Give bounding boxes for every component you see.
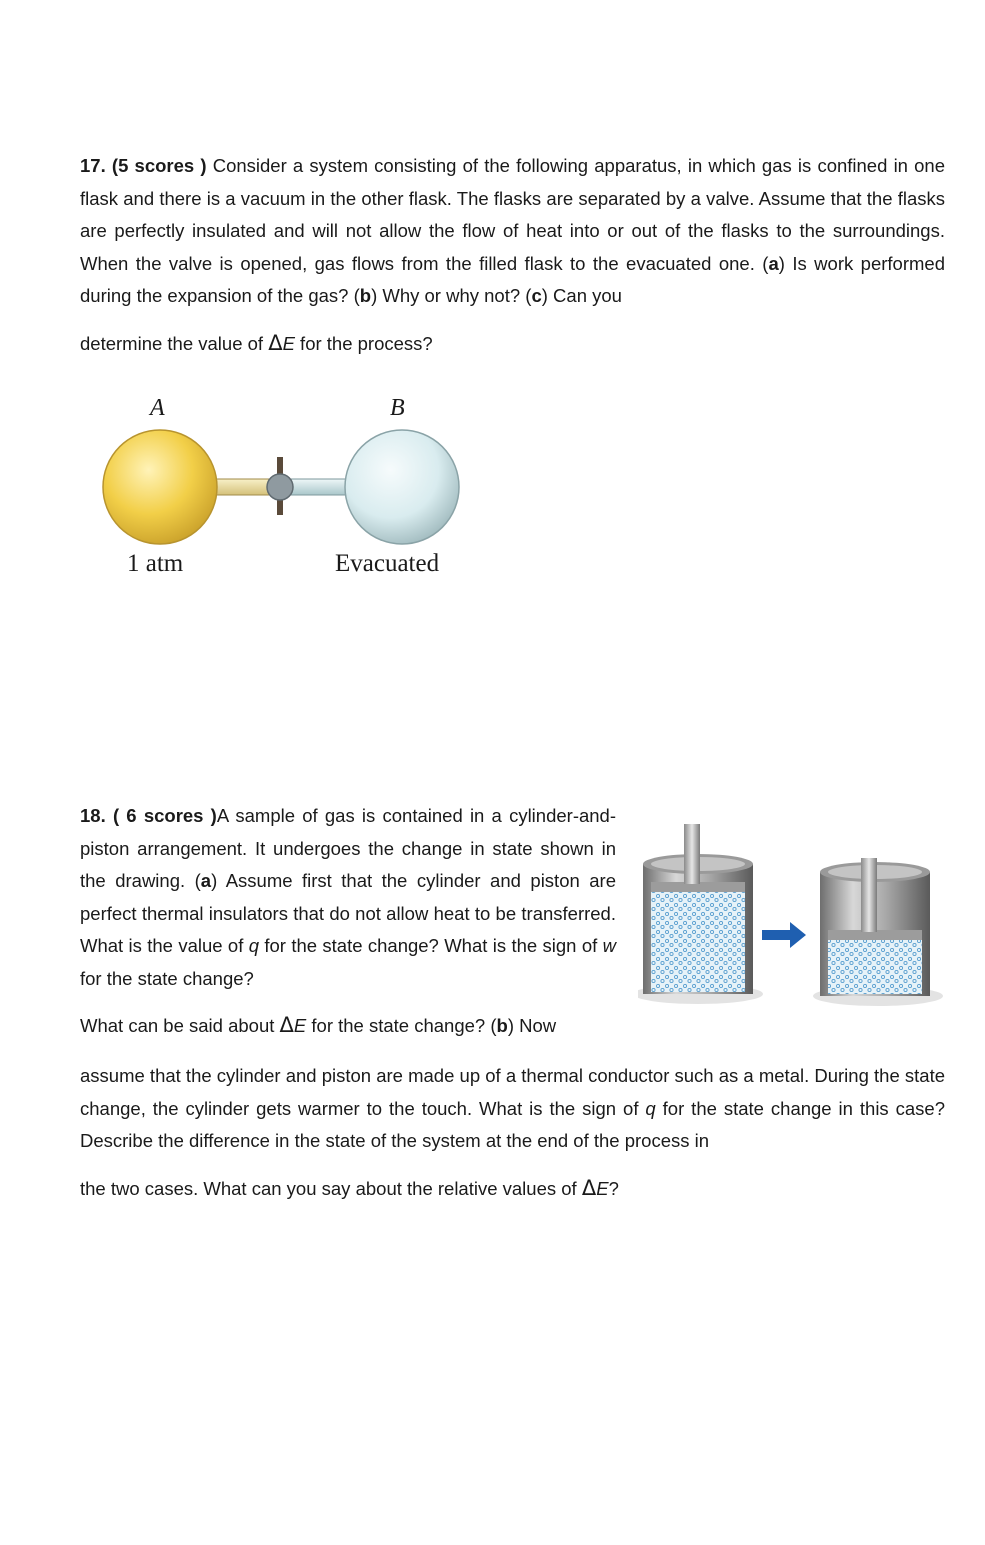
flask-b-caption: Evacuated <box>335 550 440 577</box>
q18-text: What can be said about <box>80 1015 280 1036</box>
question-17 <box>80 150 945 360</box>
q18-text: ) Now <box>507 1015 557 1036</box>
flask-a-caption: 1 atm <box>127 550 184 577</box>
q17-delta-e: E <box>282 332 295 354</box>
piston-figure <box>638 822 948 1012</box>
q18-score: ( 6 scores ) <box>112 805 217 826</box>
q18-text: ? <box>608 1177 619 1199</box>
q18-part-b: b <box>496 1015 508 1036</box>
q18-part-a: a <box>200 870 212 891</box>
q18-delta-e: E <box>293 1015 307 1036</box>
q17-text: Consider a system consisting of the following apparatus, in which gas is confined in one flask and there is a vacuum in the other flask. The flasks are separated by a valve. Assume that the flasks are perfectly insulated and will not allow the flow of heat into or out of the flasks to the surroundings. When the valve is opened, gas flows from the filled flask to the evacuated one. ( <box>80 155 946 274</box>
q18-text: for the state change? What is the sign of <box>259 935 603 956</box>
q18-text: assume that the cylinder and piston are made up of a thermal conductor such as a metal. During the state change, the cylinder gets warmer to the touch. What is the sign of <box>80 1065 945 1119</box>
question-18 <box>80 800 616 1043</box>
q18-text: for the state change? <box>80 967 254 989</box>
q17-part-b: b <box>359 285 372 306</box>
q17-score: (5 scores ) <box>111 155 207 176</box>
rod-right <box>861 858 877 932</box>
question-18-continued <box>80 1060 945 1205</box>
valve-icon <box>267 474 293 500</box>
flask-figure <box>95 395 475 590</box>
delta-symbol: Δ <box>581 1175 597 1200</box>
gas-particles-left <box>651 892 745 992</box>
q18-var-q: q <box>248 935 260 956</box>
q17-part-c: c <box>531 285 542 306</box>
gas-particles-right <box>828 940 922 994</box>
q17-text: determine the value of <box>80 332 269 354</box>
q17-text: ) Why or why not? ( <box>371 285 532 306</box>
q17-last-line <box>80 327 945 361</box>
flask-a <box>103 430 217 544</box>
flask-b-label: B <box>390 395 405 421</box>
q18-delta-e: E <box>596 1177 609 1199</box>
tube-right <box>285 479 350 495</box>
q18-text: the two cases. What can you say about the relative values of <box>80 1177 582 1199</box>
q17-text: for the process? <box>294 332 433 354</box>
arrow-icon <box>762 922 806 948</box>
q17-part-a: a <box>768 252 779 274</box>
q18-text: for the state change in this case? Describe the difference in the state of the system at the end of the process in <box>80 1097 945 1151</box>
flask-a-label: A <box>150 395 165 421</box>
flask-b <box>345 430 459 544</box>
q17-text: ) Can you <box>541 285 622 306</box>
piston-diagram <box>638 822 948 1012</box>
q17-text: ) Is work performed during the expansion of the gas? ( <box>80 252 945 306</box>
rod-left <box>684 824 700 884</box>
q18-text: A sample of gas is contained in a cylinder-and-piston arrangement. It undergoes the change in state shown in the drawing. ( <box>80 805 617 891</box>
q18-var-q: q <box>645 1097 656 1119</box>
q17-number: 17. <box>80 155 106 176</box>
q18-number: 18. <box>80 805 106 826</box>
q18-line <box>80 1009 616 1043</box>
delta-symbol: Δ <box>279 1013 294 1037</box>
delta-symbol: Δ <box>268 330 283 355</box>
q18-last-line <box>80 1172 945 1206</box>
q18-text: for the state change? ( <box>306 1015 497 1036</box>
q18-var-w: w <box>602 935 616 956</box>
q18-text: ) Assume first that the cylinder and piston are perfect thermal insulators that do not allow heat to be transferred. What is the value of <box>80 870 616 956</box>
